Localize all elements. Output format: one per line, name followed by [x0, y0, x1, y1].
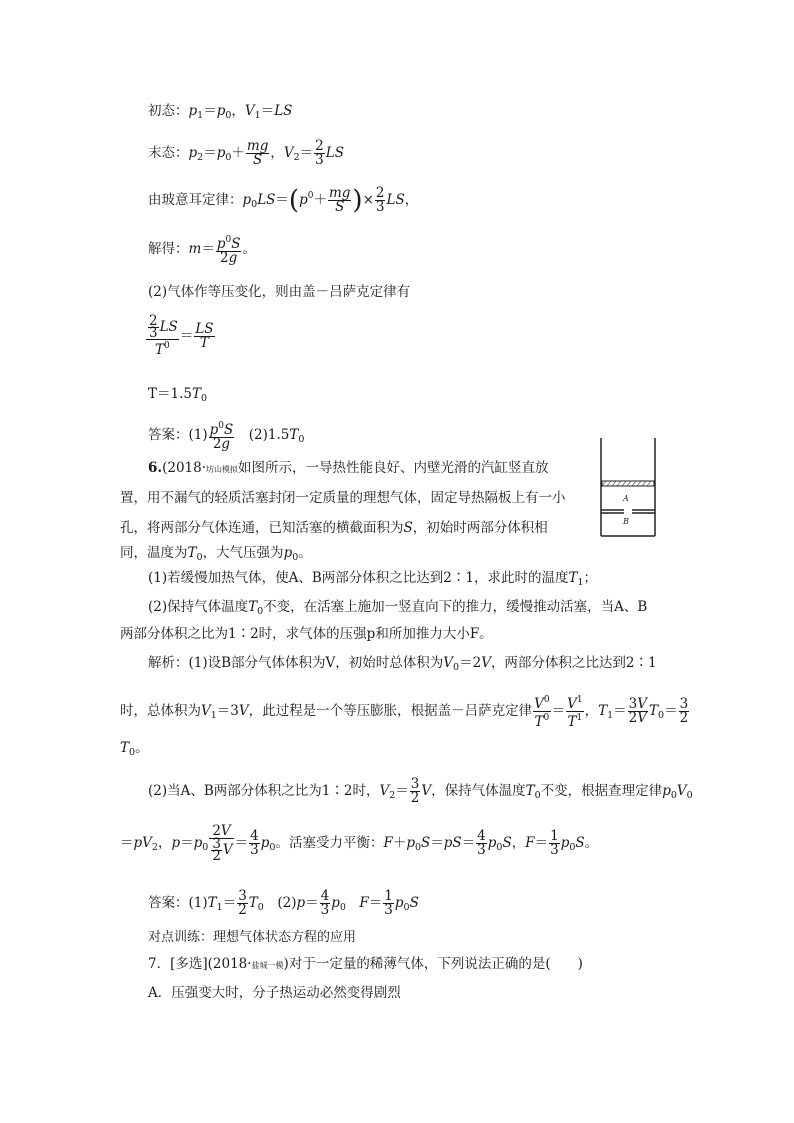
analysis-line2: 时，总体积为$V_1=3V$，此过程是一个等压膨胀，根据盖－吕萨克定律 $\frac{V^0}{T^0}$ ＝ $\frac{V^1}{T^1}$ ，$T_1=$ $\frac{3V}{2V}$ $T_0=$ $\frac{3}{2}$	[120, 695, 689, 730]
prev-answer-line: 答案：(1) $\frac{p^0S}{2g}$ $(2)1.5T_0$	[148, 421, 305, 452]
t-result-line: $T=1.5T_0$	[148, 386, 208, 404]
charles-equation: $\frac{2}{3}$ LS $T^0$ ＝ $\frac{LS}{T}$	[145, 316, 216, 357]
q6-answer-line: 答案：$(1)T_1=$ $\frac{3}{2}$ $T_0$ (2)p＝ $\frac{4}{3}$ $p_0$ F＝ $\frac{1}{3}$ $p_0S$	[148, 888, 419, 918]
solve-m-line: 解得：m＝ $\frac{p^0S}{2g}$ 。	[148, 235, 256, 266]
analysis-line1: 解析：(1)设B部分气体体积为V，初始时总体积为$V_0=2V$，两部分体积之比达到2∶1	[148, 655, 657, 673]
q6-sub1: (1)若缓慢加热气体，使A、B两部分体积之比达到2∶1，求此时的温度$T_1$；	[148, 570, 598, 588]
q6-sub2-line1: (2)保持气体温度$T_0$不变，在活塞上施加一竖直向下的推力，缓慢推动活塞，当A、B	[148, 599, 648, 617]
analysis-line3: $T_0$。	[120, 740, 149, 758]
cylinder-figure	[598, 438, 658, 538]
q6-sub2-line2: 两部分体积之比为1∶2时，求气体的压强p和所加推力大小F。	[120, 626, 493, 642]
q6-stem-line3: 孔，将两部分气体连通，已知活塞的横截面积为S，初始时两部分体积相	[120, 520, 548, 536]
analysis-p2-line1: (2)当A、B两部分体积之比为1∶2时，$V_2=$ $\frac{3}{2}$ V，保持气体温度$T_0$不变，根据查理定律$p_0V_0$	[148, 776, 693, 806]
label-a: A	[623, 494, 629, 503]
analysis-p2-line2: $=pV_2$，$p=p_0$ 2V $\frac{3}{2}$ V ＝ $\frac{4}{3}$ $p_0$。活塞受力平衡：$F+p_0S=pS=$ $\frac{4}{3}$ $p_0S$，F＝ $\frac{1}{3}$ $p_0S$。	[120, 823, 599, 864]
q6-stem-line2: 置，用不漏气的轻质活塞封闭一定质量的理想气体，固定导热隔板上有一小	[120, 490, 566, 506]
part2-text: (2)气体作等压变化，则由盖－吕萨克定律有	[148, 284, 411, 300]
final-state-line: 末态：$p_2=p_0+$ $\frac{mg}{S}$ ，$V_2=$ $\frac{2}{3}$ LS	[148, 138, 344, 168]
topic-heading: 对点训练：理想气体状态方程的应用	[148, 930, 357, 945]
q7-option-a: A．压强变大时，分子热运动必然变得剧烈	[148, 985, 401, 1001]
q6-stem-line1: 6.(2018·坊山模拟如图所示，一导热性能良好、内壁光滑的汽缸竖直放	[148, 460, 549, 476]
q7-stem: 7．[多选](2018·盐城一模)对于一定量的稀薄气体，下列说法正确的是( )	[148, 956, 583, 972]
boyle-law-line: 由玻意耳定律：$p_0LS=(p^0+$ $\frac{mg}{S}$ )× $\frac{2}{3}$ LS，	[148, 185, 419, 216]
label-b: B	[623, 517, 629, 526]
initial-state-line: 初态：$p_1=p_0$，$V_1=LS$	[148, 103, 293, 121]
q6-stem-line4: 同，温度为$T_0$，大气压强为$p_0$。	[120, 545, 312, 563]
